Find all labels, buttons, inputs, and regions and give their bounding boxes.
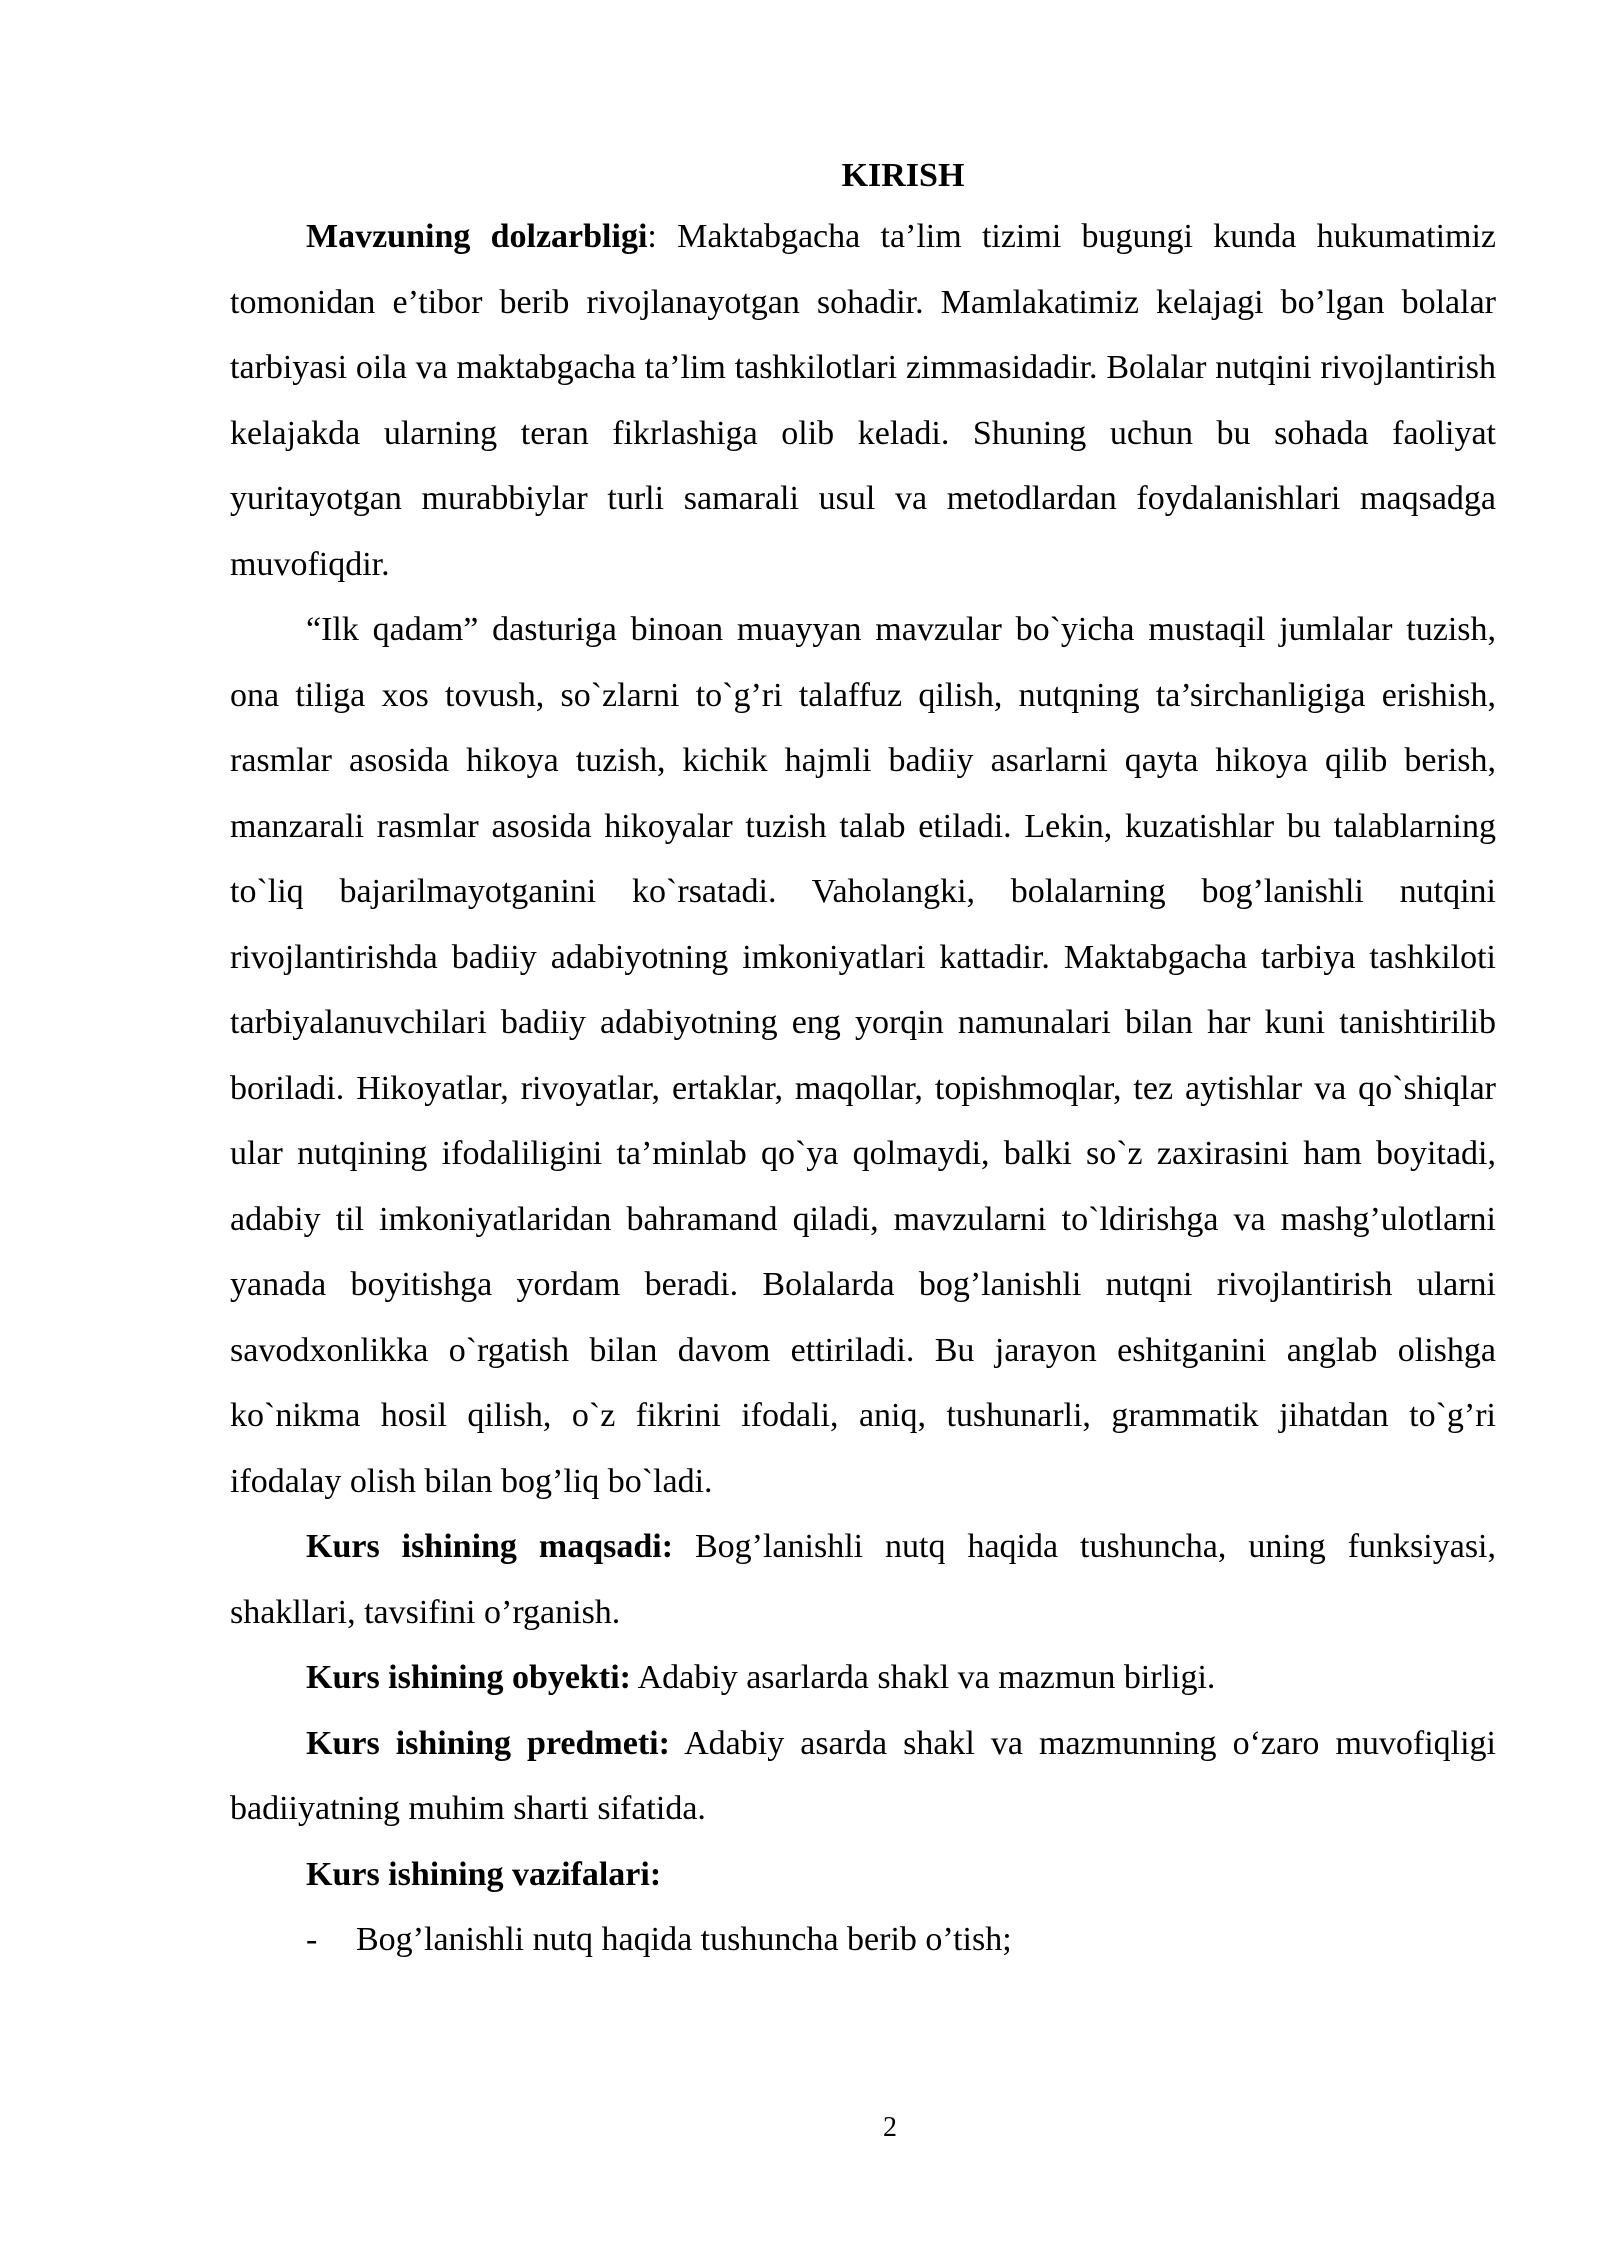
paragraph-label: Kurs ishining predmeti: (306, 1724, 670, 1762)
paragraph-subject (230, 1711, 1496, 1842)
paragraph-text: Maktabgacha ta’lim tizimi bugungi kunda hukumatimiz tomonidan e’tibor berib rivojlanayotgan sohadir. Mamlakatimiz kelajagi bo’lgan bolalar tarbiyasi oila va maktabgacha ta’lim tashkilotlari zimmasidadir. Bolalar nutqini rivojlantirish kelajakda ularning teran fikrlashiga olib keladi. Shuning uchun bu sohada faoliyat yuritayotgan murabbiylar turli samarali usul va metodlardan foydalanishlari maqsadga muvofiqdir. (230, 218, 1496, 583)
paragraph-text: Adabiy asarlarda shakl va mazmun birligi. (637, 1659, 1216, 1696)
label-separator (673, 1528, 695, 1565)
list-item (230, 1907, 1496, 1973)
page-content (230, 148, 1496, 1973)
list-item-text: Bog’lanishli nutq haqida tushuncha berib o’tish; (356, 1921, 1012, 1958)
paragraph-label: Mavzuning dolzarbligi (306, 218, 648, 255)
label-separator (631, 1659, 638, 1696)
paragraph-label: Kurs ishining vazifalari: (306, 1855, 662, 1893)
paragraph-label: Kurs ishining maqsadi: (306, 1528, 674, 1565)
paragraph-text: Bog’lanishli nutq haqida tushuncha, uning funksiyasi, shakllari, tavsifini o’rganish. (230, 1528, 1496, 1631)
paragraph-goal (230, 1514, 1496, 1645)
paragraph-label: Kurs ishining obyekti: (306, 1659, 631, 1696)
paragraph-text: “Ilk qadam” dasturiga binoan muayyan mavzular bo`yicha mustaqil jumlalar tuzish, ona tiliga xos tovush, so`zlarni to`g’ri talaffuz qilish, nutqning ta’sirchanligiga erishish, rasmlar asosida hikoya tuzish, kichik hajmli badiiy asarlarni qayta hikoya qilib berish, manzarali rasmlar asosida hikoyalar tuzish talab etiladi. Lekin, kuzatishlar bu talablarning to`liq bajarilmayotganini ko`rsatadi. Vaholangki, bolalarning bog’lanishli nutqini rivojlantirishda badiiy adabiyotning imkoniyatlari kattadir. Maktabgacha tarbiya tashkiloti tarbiyalanuvchilari badiiy adabiyotning eng yorqin namunalari bilan har kuni tanishtirilib boriladi. Hikoyatlar, rivoyatlar, ertaklar, maqollar, topishmoqlar, tez aytishlar va qo`shiqlar ular nutqining ifodaliligini ta’minlab qo`ya qolmaydi, balki so`z zaxirasini ham boyitadi, adabiy til imkoniyatlaridan bahramand qiladi, mavzularni to`ldirishga va mashg’ulotlarni yanada boyitishga yordam beradi. Bolalarda bog’lanishli nutqni rivojlantirish ularni savodxonlikka o`rgatish bilan davom ettiriladi. Bu jarayon eshitganini anglab olishga ko`nikma hosil qilish, o`z fikrini ifodali, aniq, tushunarli, grammatik jihatdan to`g’ri ifodalay olish bilan bog’liq bo`ladi. (230, 611, 1496, 1500)
page-number: 2 (883, 2112, 897, 2143)
paragraph-text: Adabiy asarda shakl va mazmunning o‘zaro muvofiqligi badiiyatning muhim sharti sifatida. (230, 1724, 1496, 1827)
paragraph-object (230, 1645, 1496, 1711)
label-separator: : (647, 218, 678, 255)
paragraph-program (230, 597, 1496, 1514)
paragraph-relevance (230, 204, 1496, 597)
paragraph-tasks (230, 1842, 1496, 1908)
section-title: KIRISH (841, 157, 965, 194)
list-marker: - (306, 1921, 318, 1958)
label-separator (670, 1725, 684, 1762)
